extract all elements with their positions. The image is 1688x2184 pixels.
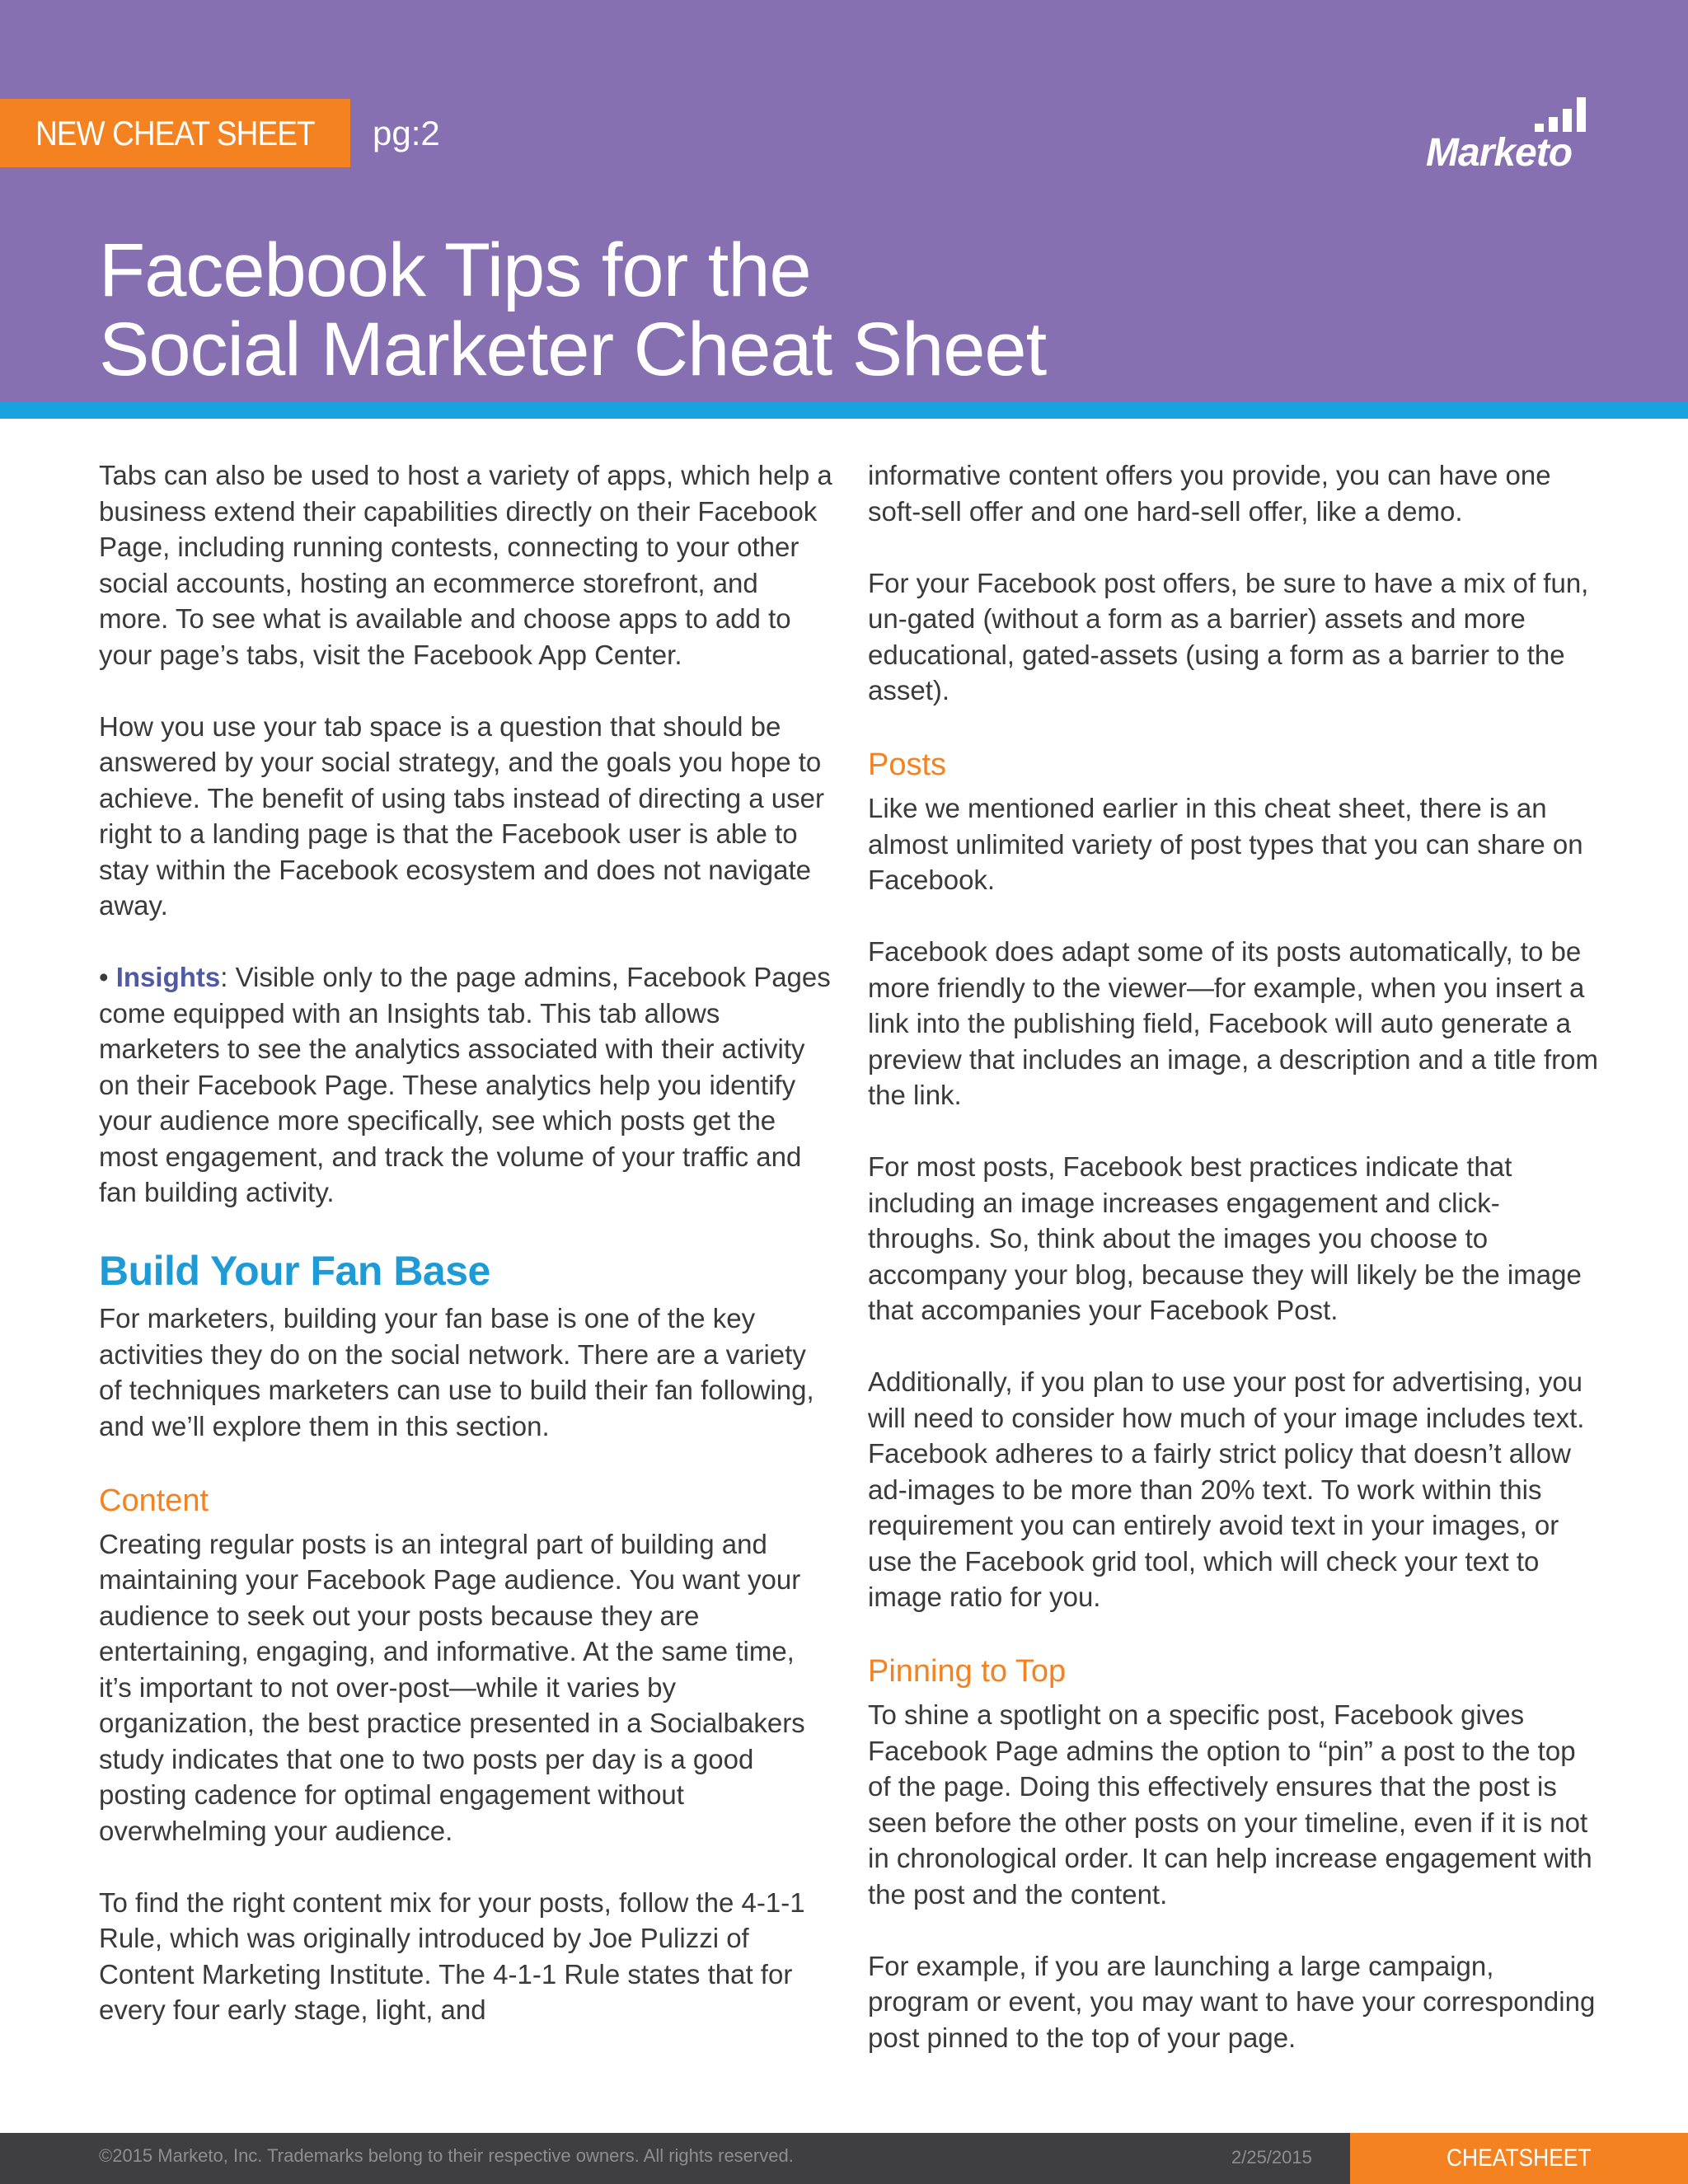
marketo-logo <box>1426 97 1591 175</box>
footer-tag-label: CHEATSHEET <box>1447 2144 1592 2172</box>
right-column <box>868 457 1601 2055</box>
heading-build-fan-base: Build Your Fan Base <box>99 1248 490 1294</box>
footer-date: 2/25/2015 <box>1231 2147 1312 2168</box>
signal-bars-icon <box>1535 97 1587 132</box>
page-number: pg:2 <box>373 114 440 152</box>
paragraph: To find the right content mix for your posts, follow the 4-1-1 Rule, which was originally introduced by Joe Pulizzi of Content Marketing Institute. The 4-1-1 Rule states that for every four early stage, light, and <box>99 1886 805 2025</box>
paragraph: Creating regular posts is an integral part of building and maintaining your Facebook Page audience. You want your audience to seek out your posts because they are entertaining, engaging, and informative. At the same time, it’s important to not over-post—while it varies by organization, the best practice presented in a Socialbakers study indicates that one to two posts per day is a good posting cadence for optimal engagement without overwhelming your audience. <box>99 1528 805 1846</box>
header-divider <box>0 402 1688 419</box>
paragraph: For your Facebook post offers, be sure to have a mix of fun, un-gated (without a form as a barrier) assets and more educational, gated-assets (using a form as a barrier to the asset). <box>868 567 1589 705</box>
heading-pinning-to-top: Pinning to Top <box>868 1654 1067 1689</box>
paragraph: How you use your tab space is a question that should be answered by your social strategy, and the goals you hope to achieve. The benefit of using tabs instead of directing a user right to a landing page is that the Facebook user is able to stay within the Facebook ecosystem and does not navigate away. <box>99 710 824 921</box>
paragraph: Like we mentioned earlier in this cheat sheet, there is an almost unlimited variety of post types that you can share on Facebook. <box>868 793 1583 895</box>
page-title <box>99 228 1047 391</box>
paragraph: To shine a spotlight on a specific post, Facebook gives Facebook Page admins the option to “pin” a post to the top of the page. Doing this effectively ensures that the post is seen before the other posts on your timeline, even if it is not in chronological order. It can help increase engagement with the post and the content. <box>868 1699 1592 1910</box>
paragraph: For marketers, building your fan base is one of the key activities they do on the social network. There are a variety of techniques marketers can use to build their fan following, and we’ll explore them in this section. <box>99 1303 814 1441</box>
title-line-1: Facebook Tips for the <box>99 228 811 312</box>
paragraph: For most posts, Facebook best practices indicate that including an image increases engagement and click-throughs. So, think about the images you choose to accompany your blog, because they will likely be the image that accompanies your Facebook Post. <box>868 1151 1582 1325</box>
left-column <box>99 457 832 2028</box>
paragraph: informative content offers you provide, you can have one soft-sell offer and one hard-sell offer, like a demo. <box>868 460 1551 527</box>
paragraph: Additionally, if you plan to use your post for advertising, you will need to consider how much of your image includes text. Facebook adheres to a fairly strict policy that doesn’t allow ad-images to be more than 20% text. To work within this requirement you can entirely avoid text in your images, or use the Facebook grid tool, which will check your text to image ratio for you. <box>868 1366 1585 1612</box>
paragraph: Tabs can also be used to host a variety of apps, which help a business extend their capabilities directly on their Facebook Page, including running contests, connecting to your other social accounts, hosting an ecommerce storefront, and more. To see what is available and choose apps to add to your page’s tabs, visit the Facebook App Center. <box>99 460 832 670</box>
insights-label: Insights <box>115 962 221 992</box>
bullet: • <box>99 962 116 992</box>
heading-posts: Posts <box>868 748 947 782</box>
paragraph: Facebook does adapt some of its posts automatically, to be more friendly to the viewer—for example, when you insert a link into the publishing field, Facebook will auto generate a preview that includes an image, a description and a title from the link. <box>868 936 1598 1110</box>
heading-content: Content <box>99 1483 209 1518</box>
logo-text: Marketo <box>1426 131 1573 175</box>
title-line-2: Social Marketer Cheat Sheet <box>99 307 1047 391</box>
new-cheat-sheet-tag <box>0 99 350 167</box>
paragraph: For example, if you are launching a large campaign, program or event, you may want to have your corresponding post pinned to the top of your page. <box>868 1950 1596 2053</box>
tag-label: NEW CHEAT SHEET <box>35 113 315 152</box>
footer-cheatsheet-tag <box>1350 2133 1688 2184</box>
insights-text: : Visible only to the page admins, Facebook Pages come equipped with an Insights tab. This tab allows marketers to see the analytics associated with their activity on their Facebook Page. These analytics help you identify your audience more specifically, see which posts get the most engagement, and track the volume of your traffic and fan building activity. <box>99 962 831 1207</box>
insights-bullet <box>99 959 832 1211</box>
footer-copyright: ©2015 Marketo, Inc. Trademarks belong to their respective owners. All rights reserved. <box>99 2145 794 2166</box>
